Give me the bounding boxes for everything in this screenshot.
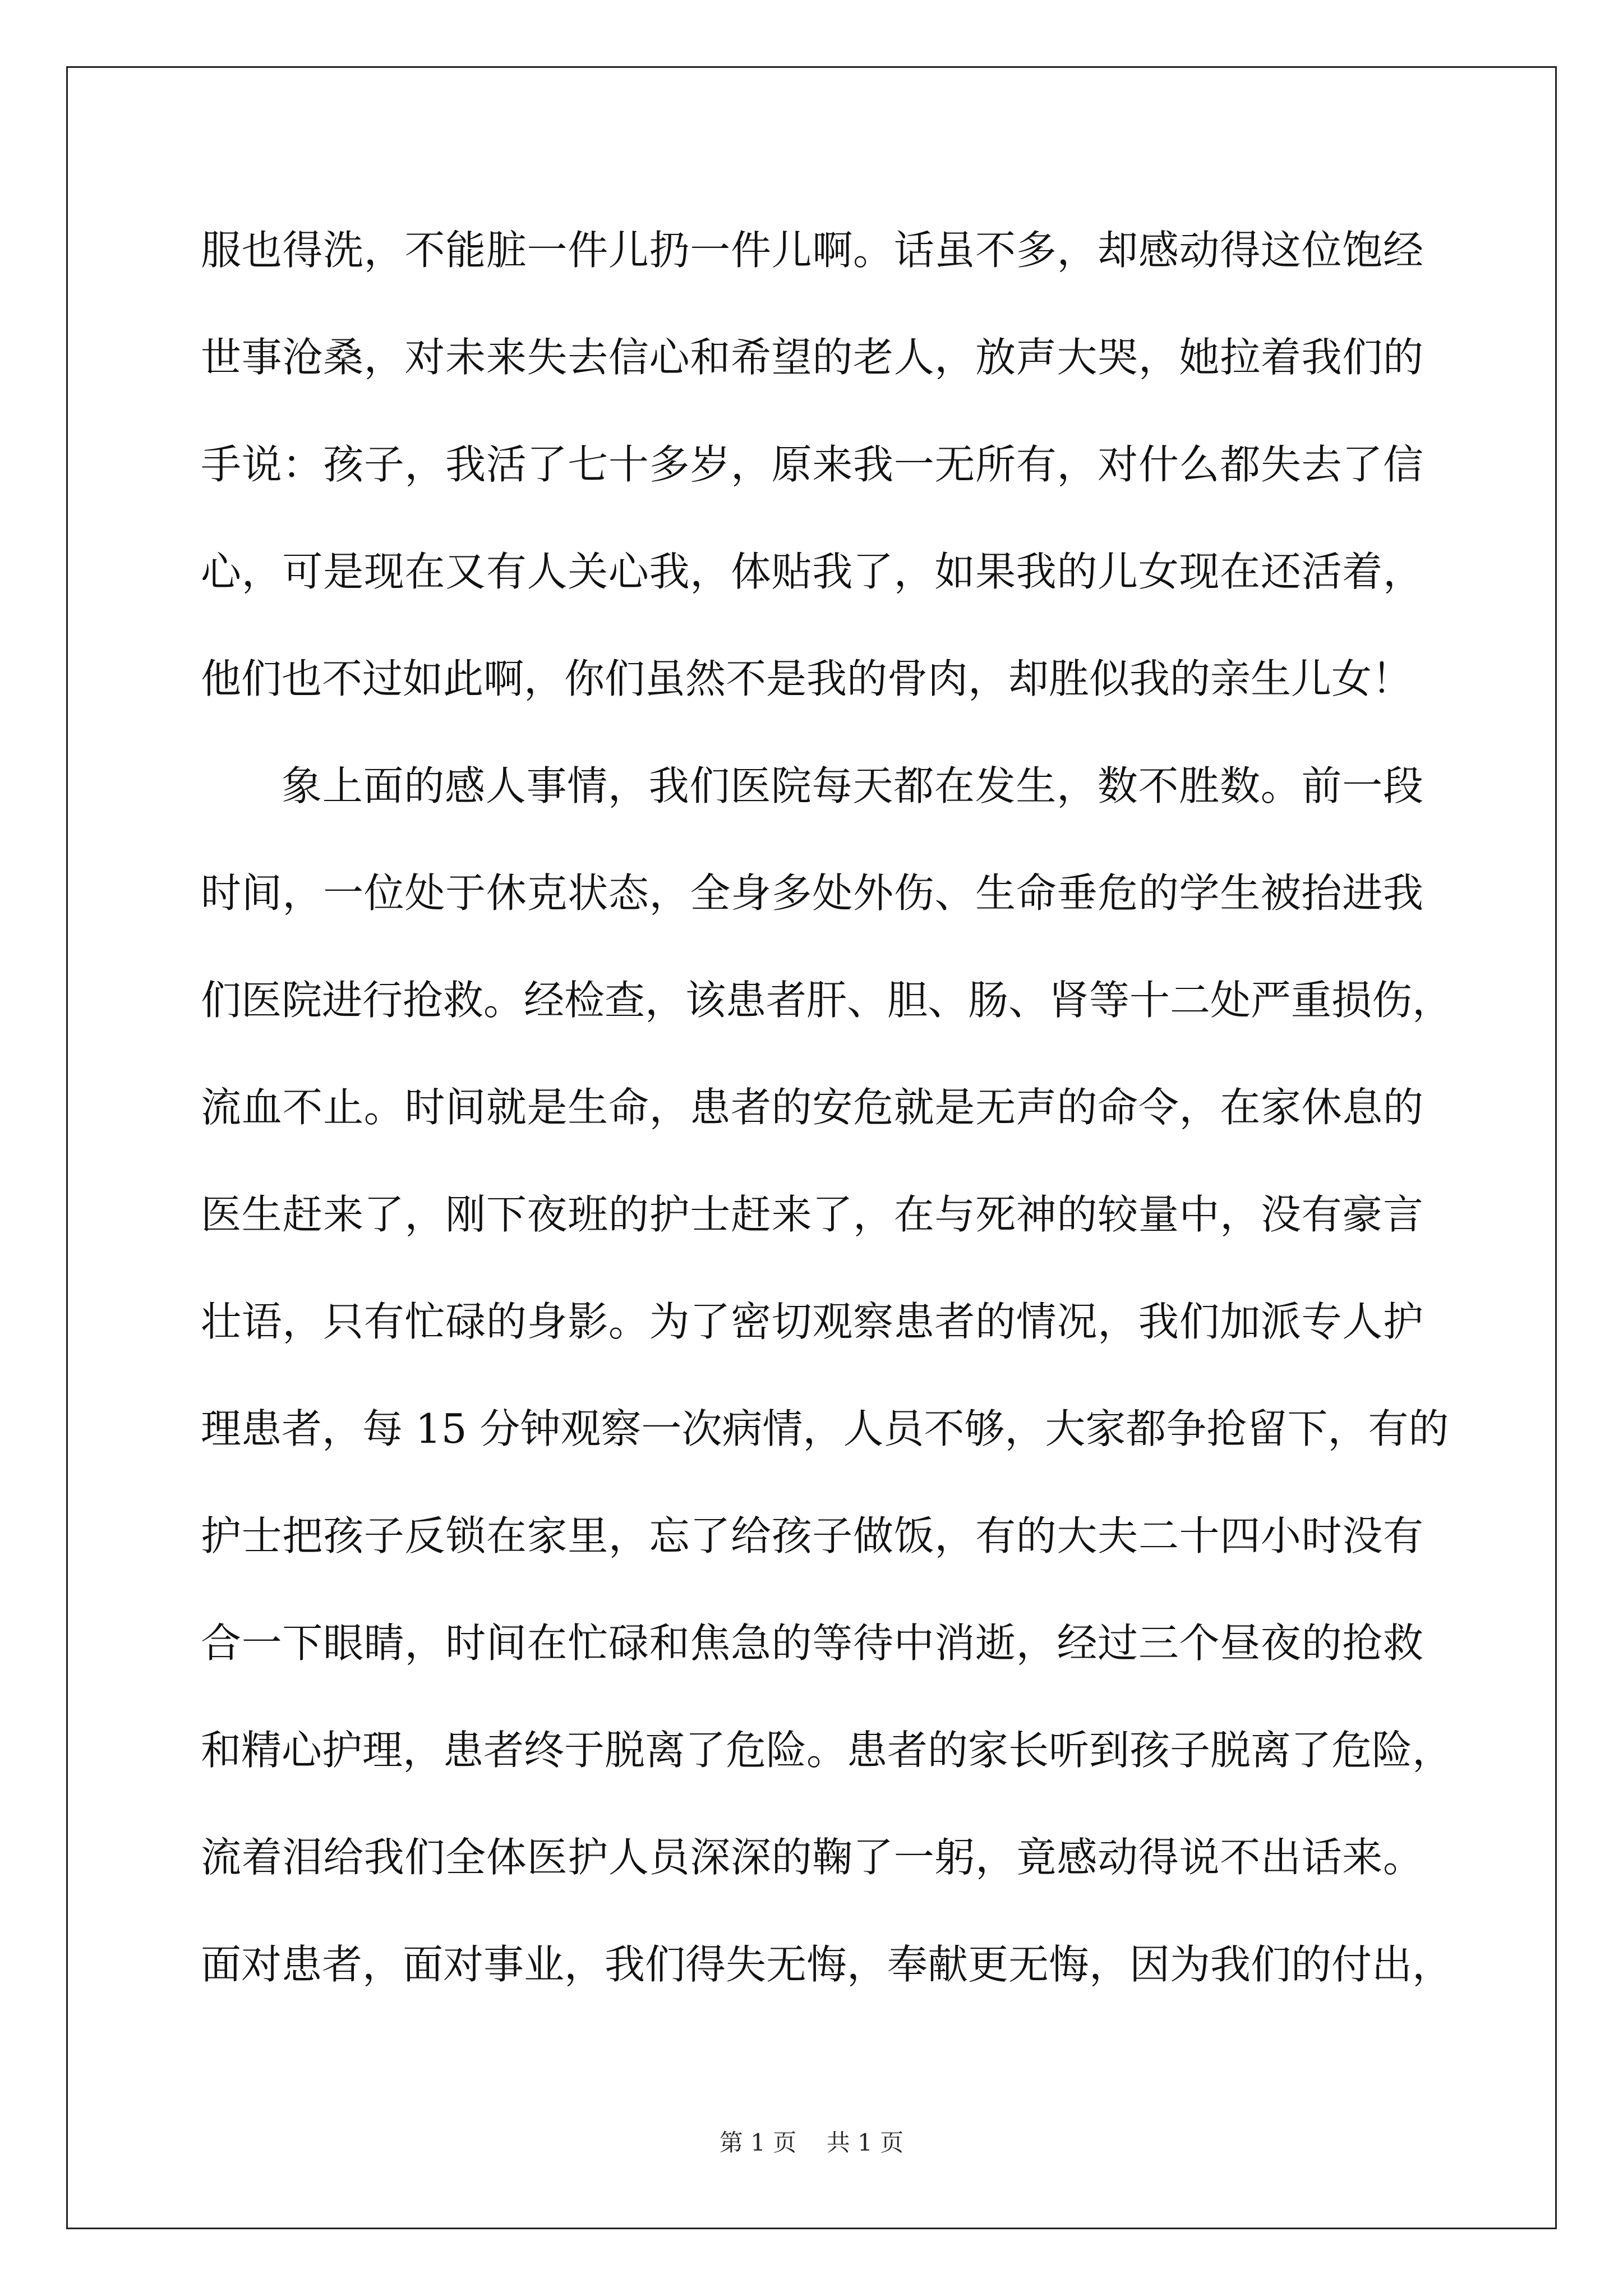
text-line: 服也得洗，不能脏一件儿扔一件儿啊。话虽不多，却感动得这位饱经 — [201, 227, 1423, 274]
text-line: 时间，一位处于休克状态，全身多处外伤、生命垂危的学生被抬进我 — [201, 869, 1423, 917]
text-line: 流着泪给我们全体医护人员深深的鞠了一躬，竟感动得说不出话来。 — [201, 1834, 1423, 1881]
body-text — [201, 223, 1453, 2045]
text-line: 和精心护理，患者终于脱离了危险。患者的家长听到孩子脱离了危险， — [201, 1727, 1453, 1774]
text-line: 手说：孩子，我活了七十多岁，原来我一无所有，对什么都失去了信 — [201, 441, 1423, 488]
text-line: 他们也不过如此啊，你们虽然不是我的骨肉，却胜似我的亲生儿女！ — [201, 655, 1413, 702]
text-line: 心，可是现在又有人关心我，体贴我了，如果我的儿女现在还活着， — [201, 548, 1423, 595]
text-line: 面对患者，面对事业，我们得失无悔，奉献更无悔，因为我们的付出， — [201, 1941, 1453, 1988]
text-line: 流血不止。时间就是生命，患者的安危就是无声的命令，在家休息的 — [201, 1084, 1423, 1131]
text-line: 医生赶来了，刚下夜班的护士赶来了，在与死神的较量中，没有豪言 — [201, 1191, 1423, 1238]
text-line: 理患者，每 15 分钟观察一次病情，人员不够，大家都争抢留下，有的 — [201, 1405, 1449, 1452]
text-line: 合一下眼睛，时间在忙碌和焦急的等待中消逝，经过三个昼夜的抢救 — [201, 1619, 1423, 1667]
text-line: 世事沧桑，对未来失去信心和希望的老人，放声大哭，她拉着我们的 — [201, 334, 1423, 381]
text-line: 们医院进行抢救。经检查，该患者肝、胆、肠、肾等十二处严重损伤， — [201, 977, 1453, 1024]
paragraph-start-line: 象上面的感人事情，我们医院每天都在发生，数不胜数。前一段 — [282, 762, 1423, 809]
text-line: 护士把孩子反锁在家里，忘了给孩子做饭，有的大夫二十四小时没有 — [201, 1512, 1423, 1559]
text-line: 壮语，只有忙碌的身影。为了密切观察患者的情况，我们加派专人护 — [201, 1298, 1423, 1345]
page-footer: 第 1 页 共 1 页 — [719, 2129, 904, 2156]
